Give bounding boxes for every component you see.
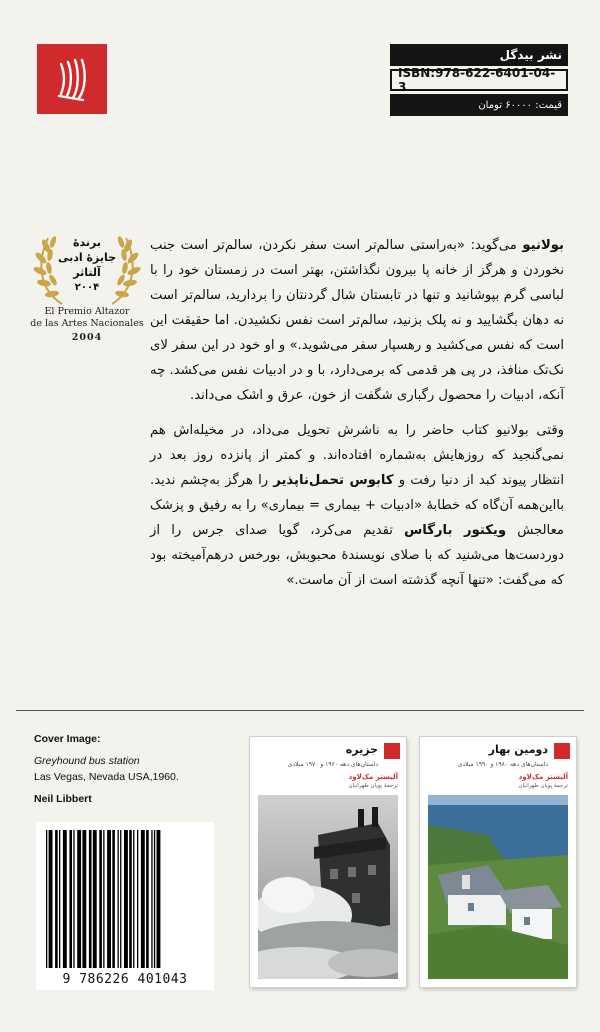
book-translator: ترجمهٔ پویان طهرانیان — [518, 783, 568, 789]
credits-place: Las Vegas, Nevada USA,1960. — [34, 771, 179, 783]
price: قیمت: ۶۰۰۰۰ تومان — [390, 94, 568, 116]
book-title: جزیره — [345, 743, 378, 756]
award-line2: جایزهٔ ادبی — [57, 251, 117, 264]
credits-title: Greyhound bus station — [34, 755, 140, 767]
book-subtitle: داستان‌های دهه ۱۹۸۰ و ۱۹۹۰ میلادی — [457, 761, 548, 768]
barcode-bar — [73, 830, 74, 968]
barcode-bar — [141, 830, 145, 968]
barcode-bar — [89, 830, 92, 968]
book-cover-jazireh — [250, 737, 406, 987]
author-name: بولانیو — [522, 238, 564, 253]
award-line3: آلتاثر — [73, 266, 101, 279]
barcode-bar — [146, 830, 149, 968]
blurb-text — [150, 233, 564, 603]
paragraph-2-part-c: را هرگز به‌چشم ندید. بااین‌همه آن‌گاه که خطابهٔ «ادبیات + بیماری = بیماری» را به رفیق و پزشک معالجش — [150, 473, 565, 538]
barcode — [36, 822, 214, 990]
blurb-paragraph-2 — [150, 418, 564, 593]
barcode-bar — [82, 830, 86, 968]
barcode-bar — [77, 830, 81, 968]
barcode-bar — [46, 830, 47, 968]
barcode-bar — [112, 830, 115, 968]
publisher-mark-icon — [554, 743, 570, 759]
barcode-bar — [93, 830, 97, 968]
barcode-bar — [133, 830, 134, 968]
credits-author: Neil Libbert — [34, 793, 92, 805]
award-en-line1: El Premio Altazor — [44, 306, 130, 317]
book-subtitle: داستان‌های دهه ۱۹۶۰ و ۱۹۷۰ میلادی — [287, 761, 378, 768]
barcode-bar — [99, 830, 102, 968]
cover-credits — [34, 731, 244, 807]
award-en-line2: de las Artes Nacionales — [30, 318, 144, 329]
doctor-name-bold: ویکتور بارگاس — [404, 523, 507, 538]
barcode-bar — [63, 830, 67, 968]
book-cover-dovomin-bahar — [420, 737, 576, 987]
barcode-digits: 9 786226 401043 — [62, 972, 188, 987]
barcode-bar — [55, 830, 58, 968]
barcode-bar — [151, 830, 152, 968]
barcode-bar — [129, 830, 132, 968]
award-en-year: 2004 — [71, 332, 103, 343]
book-pages-icon — [37, 44, 107, 114]
award-line1: برندهٔ — [73, 236, 101, 249]
isbn: ISBN:978-622-6401-04-3 — [390, 69, 568, 91]
paragraph-2-part-e: تقدیم می‌کرد، گویا صدای جرس را از دوردست‌ها می‌شنید که با صلای نویسندهٔ محبوبش، بورخس درهم‌آمیخته بود که می‌گفت: «تنها آنچه گذشته است از آن ماست.» — [150, 523, 564, 588]
barcode-bar — [49, 830, 53, 968]
credits-caption: Cover Image: — [34, 733, 101, 745]
paragraph-1-text: می‌گوید: «به‌راستی سالم‌تر است سفر نکردن، سالم‌تر است جنب نخوردن و هرگز از خانه پا بیرون نگذاشتن، بهتر است در زمستان خود را با لباسی گرم بپوشانید و تنها در تابستان شال گردنتان را بردارید، سالم‌تر است نه دهان بگشایید و نه پلک بزنید، سالم‌تر است نفس نکشیدن. اما حقیقت این است که نفس می‌کشید و رهسپار سفر می‌شوید.» و او خود در این سفر لای نک‌تک منافذ، در پی هر قدمی که برمی‌دارد، با و در ادبیات نفس می‌کشد. چه آنکه، ادبیات را محصول رگباری شگفت از خون، عرق و اشک می‌داند. — [150, 238, 564, 403]
barcode-bar — [137, 830, 138, 968]
barcode-bar — [59, 830, 60, 968]
blurb-paragraph-1 — [150, 233, 564, 408]
award-year-fa: ۲۰۰۴ — [74, 282, 100, 293]
publisher-logo — [37, 44, 107, 114]
divider — [16, 710, 584, 711]
book-photo-coastal-house — [428, 795, 568, 979]
barcode-bar — [69, 830, 72, 968]
publisher-info — [390, 44, 568, 116]
publisher-name: نشر بیدگل — [390, 44, 568, 66]
book-photo-stormy-house — [258, 795, 398, 979]
book-title: دومین بهار — [488, 743, 548, 756]
barcode-bar — [157, 830, 161, 968]
award-badge — [22, 222, 152, 352]
barcode-bar — [118, 830, 119, 968]
book-author: آلیستر مک‌لاود — [518, 773, 568, 781]
barcode-bar — [103, 830, 104, 968]
barcode-bar — [154, 830, 155, 968]
barcode-bar — [120, 830, 121, 968]
book-translator: ترجمهٔ پویان طهرانیان — [348, 783, 398, 789]
barcode-bar — [107, 830, 111, 968]
barcode-bar — [124, 830, 128, 968]
book-author: آلیستر مک‌لاود — [348, 773, 398, 781]
publisher-mark-icon — [384, 743, 400, 759]
book-title-bold: کابوس تحمل‌ناپذیر — [273, 473, 394, 488]
paragraph-2-part-a: وقتی بولانیو کتاب حاضر را به ناشرش تحویل می‌داد، در مخیله‌اش هم نمی‌گنجید که روزهایش به‌شماره افتاده‌اند. و کمتر از پانزده روز بعد در انتظار پیوند کبد از دنیا رفت و — [150, 423, 564, 488]
